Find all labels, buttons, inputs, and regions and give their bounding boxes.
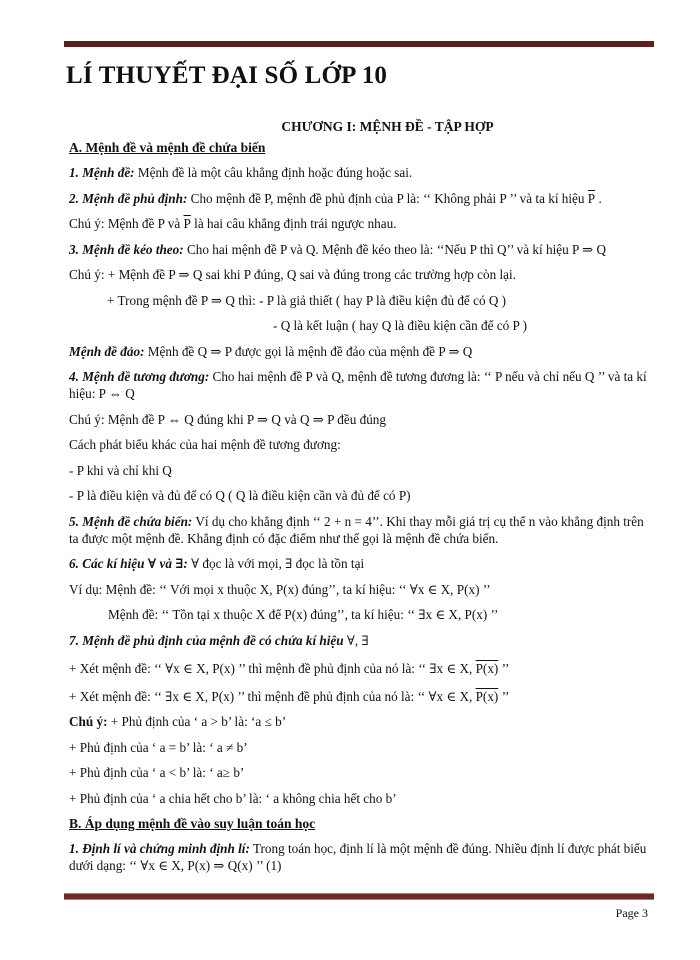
paragraph-4-alt-1: - P khi và chỉ khi Q [69, 462, 172, 478]
paragraph-4: 4. Mệnh đề tương đương: Cho hai mệnh đề P và Q, mệnh đề tương đương là: ‘‘ P nếu và chỉ nếu Q ’’ và ta kí hiệu: P ⇔ Q [69, 369, 647, 401]
header-rule [64, 41, 654, 47]
paragraph-7-b: + Xét mệnh đề: ‘‘ ∃x ∈ X, P(x) ’’ thì mệnh đề phủ định của nó là: ‘‘ ∀x ∈ X, P(x) ’’ [69, 688, 510, 704]
page-number: Page 3 [615, 906, 648, 920]
paragraph-5: 5. Mệnh đề chứa biến: Ví dụ cho khẳng định ‘‘ 2 + n = 4’’. Khi thay mỗi giá trị cụ thể n vào khẳng định trên ta được một mệnh đề. Khẳng định có đặc điểm như thế gọi là mệnh đề chứa biến. [69, 513, 644, 546]
paragraph-2-note: Chú ý: Mệnh đề P và $\overline{P}$ là hai câu khẳng định trái ngược nhau. [69, 216, 397, 231]
paragraph-7-a: + Xét mệnh đề: ‘‘ ∀x ∈ X, P(x) ’’ thì mệnh đề phủ định của nó là: ‘‘ ∃x ∈ X, P(x) ’’ [69, 660, 510, 676]
paragraph-6-example-1: Ví dụ: Mệnh đề: ‘‘ Với mọi x thuộc X, P(x) đúng’’, ta kí hiệu: ‘‘ ∀x ∈ X, P(x) ’’ [69, 581, 491, 597]
chapter-heading: CHƯƠNG I: MỆNH ĐỀ - TẬP HỢP [281, 119, 494, 134]
paragraph-7: 7. Mệnh đề phủ định của mệnh đề có chứa kí hiệu ∀, ∃ [69, 632, 369, 648]
paragraph-3-note-1: Chú ý: + Mệnh đề P ⇒ Q sai khi P đúng, Q sai và đúng trong các trường hợp còn lại. [69, 267, 516, 282]
paragraph-b1: 1. Định lí và chứng minh định lí: Trong toán học, định lí là một mệnh đề đúng. Nhiều định lí được phát biểu dưới dạng: ‘‘ ∀x ∈ X, P(x) ⇒ Q(x) ’’ (1) [69, 841, 647, 873]
paragraph-2: 2. Mệnh đề phủ định: Cho mệnh đề P, mệnh đề phủ định của P là: ‘‘ Không phải P ’’ và ta kí hiệu $\overline{P}$ . [69, 190, 602, 206]
note-2: + Phủ định của ‘ a = b’ là: ‘ a ≠ b’ [69, 739, 248, 755]
paragraph-6-example-2: Mệnh đề: ‘‘ Tồn tại x thuộc X để P(x) đúng’’, ta kí hiệu: ‘‘ ∃x ∈ X, P(x) ’’ [108, 607, 499, 622]
paragraph-4-alt-2: - P là điều kiện và đủ để có Q ( Q là điều kiện cần và đủ để có P) [69, 488, 411, 503]
note-1: Chú ý: + Phủ định của ‘ a > b’ là: ‘a ≤ b’ [69, 714, 287, 729]
paragraph-3-note-2: + Trong mệnh đề P ⇒ Q thì: - P là giả thiết ( hay P là điều kiện đủ để có Q ) [107, 292, 507, 308]
page-title: LÍ THUYẾT ĐẠI SỐ LỚP 10 [66, 62, 388, 89]
paragraph-6: 6. Các kí hiệu ∀ và ∃: ∀ đọc là với mọi, ∃ đọc là tồn tại [69, 556, 365, 571]
document-body [69, 118, 654, 883]
paragraph-3: 3. Mệnh đề kéo theo: Cho hai mệnh đề P và Q. Mệnh đề kéo theo là: ‘‘Nếu P thì Q’’ và kí hiệu P ⇒ Q [69, 241, 606, 257]
footer-rule [64, 893, 654, 900]
paragraph-1: 1. Mệnh đề: Mệnh đề là một câu khẳng định hoặc đúng hoặc sai. [69, 165, 413, 180]
note-3: + Phủ định của ‘ a < b’ là: ‘ a≥ b’ [69, 765, 245, 780]
paragraph-3-note-3: - Q là kết luận ( hay Q là điều kiện cần để có P ) [273, 318, 528, 333]
converse-paragraph: Mệnh đề đảo: Mệnh đề Q ⇒ P được gọi là mệnh đề đảo của mệnh đề P ⇒ Q [69, 343, 473, 359]
paragraph-4-note: Chú ý: Mệnh đề P ⇔ Q đúng khi P ⇒ Q và Q ⇒ P đều đúng [69, 411, 386, 427]
paragraph-4-alt: Cách phát biểu khác của hai mệnh đề tương đương: [69, 437, 341, 452]
section-b-heading: B. Áp dụng mệnh đề vào suy luận toán học [69, 816, 316, 831]
note-4: + Phủ định của ‘ a chia hết cho b’ là: ‘ a không chia hết cho b’ [69, 790, 397, 806]
section-a-heading: A. Mệnh đề và mệnh đề chứa biến [69, 140, 266, 155]
